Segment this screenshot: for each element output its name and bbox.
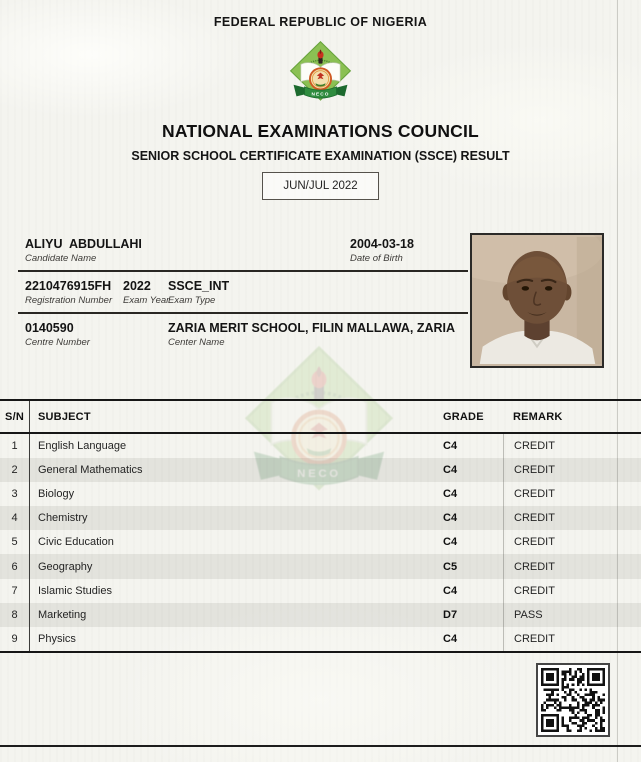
cell-remark: CREDIT [503,506,641,530]
centre-number-field [25,321,90,348]
registration-number-label: Registration Number [25,295,113,306]
candidate-photo [470,233,604,368]
exam-type-label: Exam Type [168,295,216,306]
registration-number-value: 2210476915FH [25,279,112,293]
cell-subject: Chemistry [38,512,88,525]
cell-subject: Marketing [38,608,87,621]
council-title: NATIONAL EXAMINATIONS COUNCIL [162,121,479,141]
cell-remark: CREDIT [503,554,641,578]
cell-subject: General Mathematics [38,464,143,477]
table-row [0,434,641,458]
cell-sn: 8 [0,603,30,627]
table-row [0,603,641,627]
cell-grade: C4 [443,584,458,597]
registration-number-field [25,279,112,306]
cell-remark: CREDIT [503,482,641,506]
centre-number-label: Centre Number [25,337,90,348]
cell-subject: Physics [38,632,76,645]
neco-logo [0,41,641,108]
column-header-grade: GRADE [443,410,484,423]
cell-remark: CREDIT [503,579,641,603]
cell-remark: PASS [503,603,641,627]
column-header-subject: SUBJECT [38,410,91,423]
results-table [0,399,641,653]
info-separator-2 [18,312,468,314]
date-of-birth-label: Date of Birth [350,253,403,264]
centre-name-value: ZARIA MERIT SCHOOL, FILIN MALLAWA, ZARIA [168,321,456,335]
centre-name-field [168,321,455,348]
table-row [0,482,641,506]
footer-rule [0,745,641,747]
cell-remark: CREDIT [503,627,641,651]
cell-sn: 9 [0,627,30,651]
centre-number-value: 0140590 [25,321,74,335]
cell-subject: Islamic Studies [38,584,112,597]
cell-remark: CREDIT [503,458,641,482]
cell-subject: Civic Education [38,536,114,549]
cell-grade: C4 [443,440,458,453]
cell-sn: 6 [0,554,30,578]
cell-subject: Biology [38,488,75,501]
exam-year-value: 2022 [123,279,151,293]
document-header [0,0,641,200]
cell-grade: C4 [443,632,458,645]
centre-name-label: Center Name [168,337,225,348]
cell-sn: 3 [0,482,30,506]
info-separator-1 [18,270,468,272]
candidate-name-value: ALIYU ABDULLAHI [25,237,142,251]
date-of-birth-value: 2004-03-18 [350,237,414,251]
exam-type-field [168,279,229,306]
cell-subject: English Language [38,440,127,453]
exam-type-value: SSCE_INT [168,279,230,293]
cell-sn: 4 [0,506,30,530]
table-row [0,530,641,554]
exam-year-field [123,279,169,306]
session-box: JUN/JUL 2022 [262,172,378,200]
qr-code [536,663,610,737]
cell-remark: CREDIT [503,530,641,554]
qr-code-image [541,668,605,732]
table-row [0,506,641,530]
results-table-body [0,434,641,653]
country-title: FEDERAL REPUBLIC OF NIGERIA [213,15,428,29]
table-row [0,579,641,603]
column-header-sn: S/N [0,401,30,432]
table-row [0,458,641,482]
cell-sn: 1 [0,434,30,458]
table-row [0,554,641,578]
column-header-remark: REMARK [513,410,563,423]
cell-grade: C5 [443,560,458,573]
cell-sn: 5 [0,530,30,554]
candidate-name-label: Candidate Name [25,253,97,264]
cell-sn: 7 [0,579,30,603]
date-of-birth-field [350,237,414,264]
cell-remark: CREDIT [503,434,641,458]
cell-subject: Geography [38,560,93,573]
cell-grade: D7 [443,608,458,621]
exam-year-label: Exam Year [123,295,170,306]
candidate-name-field [25,237,142,264]
cell-grade: C4 [443,464,458,477]
cell-grade: C4 [443,536,458,549]
cell-grade: C4 [443,488,458,501]
results-table-header [0,399,641,434]
table-row [0,627,641,651]
cell-sn: 2 [0,458,30,482]
candidate-photo-image [472,235,602,366]
cell-grade: C4 [443,512,458,525]
exam-title: SENIOR SCHOOL CERTIFICATE EXAMINATION (SSCE) RESULT [131,149,510,163]
neco-logo-image [284,41,357,108]
